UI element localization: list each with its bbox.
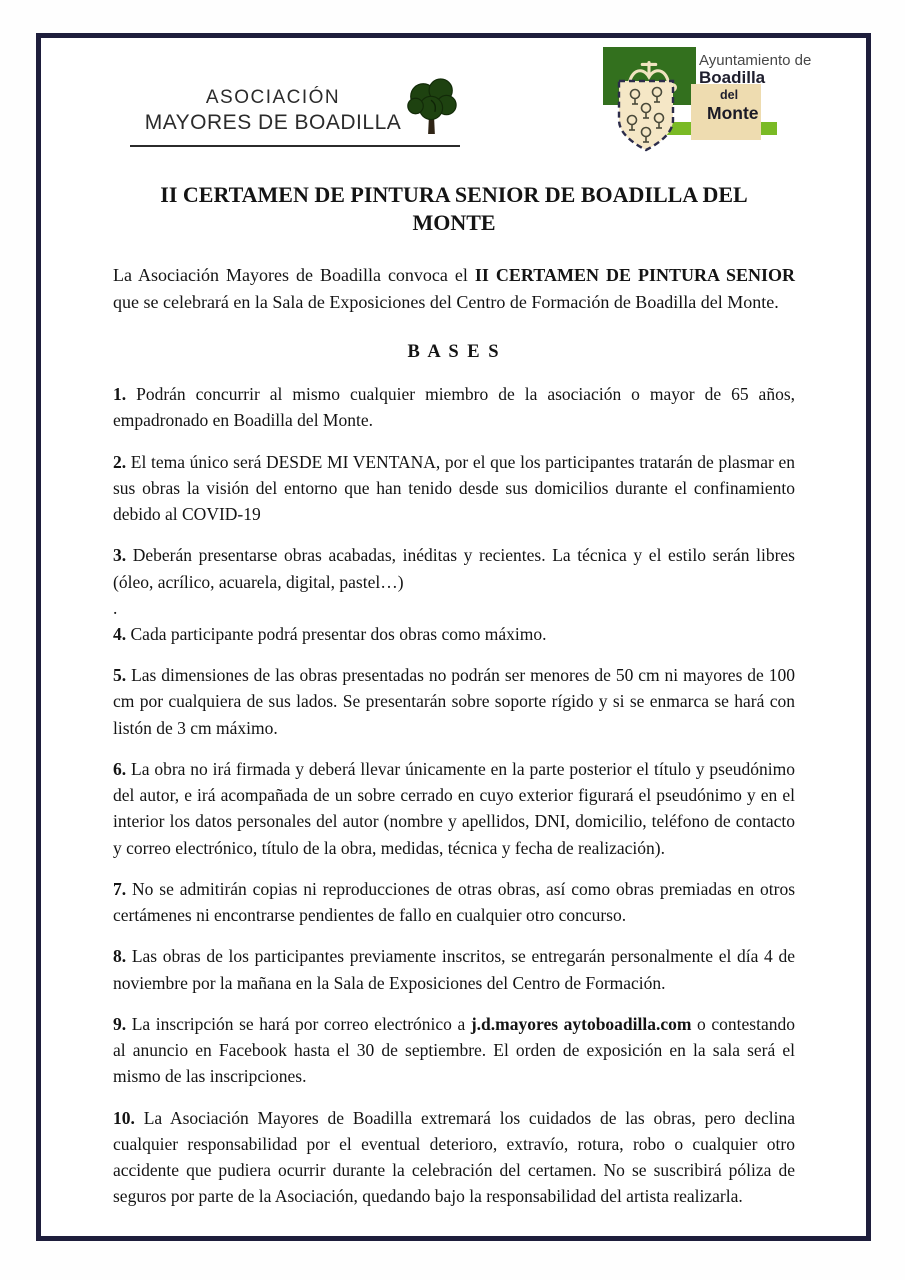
intro-text-bold: II CERTAMEN DE PINTURA SENIOR: [474, 265, 795, 285]
council-logo-line2: Boadilla: [699, 68, 766, 87]
association-logo-underline: [130, 145, 460, 147]
bases-item-6: 6. La obra no irá firmada y deberá llevar únicamente en la parte posterior el título y pseudónimo del autor, e irá acompañada de un sobre cerrado en cuyo exterior figurará el pseudónimo y en el interior los datos personales del autor (nombre y apellidos, DNI, domicilio, teléfono de contacto y correo electrónico, título de la obra, medidas, técnica y fecha de realización).: [113, 758, 795, 858]
bases-item-2: 2. El tema único será DESDE MI VENTANA, por el que los participantes tratarán de plasmar en sus obras la visión del entorno que han tenido desde sus domicilios durante el confinamiento debido al COVID-19: [113, 451, 796, 524]
bases-item-4: 4. Cada participante podrá presentar dos obras como máximo.: [113, 623, 547, 644]
bases-item-1: 1. Podrán concurrir al mismo cualquier miembro de la asociación o mayor de 65 años, empadronado en Boadilla del Monte.: [113, 384, 796, 431]
bases-item-number: 5.: [113, 665, 132, 685]
association-logo-line1: ASOCIACIÓN: [205, 87, 341, 108]
stray-period-line: .: [113, 597, 118, 618]
intro-text-post: que se celebrará en la Sala de Exposiciones del Centro de Formación de Boadilla del Monte.: [113, 292, 779, 312]
bases-item-number: 3.: [113, 545, 133, 566]
document-header: [113, 43, 812, 167]
bases-item-number: 6.: [113, 758, 131, 779]
council-logo-line3: del: [720, 88, 739, 102]
bases-item-8: 8. Las obras de los participantes previamente inscritos, se entregarán personalmente el día 4 de noviembre por la mañana en la Sala de Exposiciones del Centro de Formación.: [113, 946, 796, 993]
bases-item-number: 7.: [113, 878, 133, 899]
bases-heading: B A S E S: [407, 342, 501, 362]
tree-icon: [402, 73, 460, 139]
council-logo-line4: Monte: [707, 103, 759, 123]
bases-item-number: 1.: [113, 384, 137, 404]
council-logo-line1: Ayuntamiento de: [699, 52, 812, 69]
bases-item-number: 8.: [113, 946, 132, 967]
bases-item-7: 7. No se admitirán copias ni reproducciones de otras obras, así como obras premiadas en otros certámenes ni encontrarse pendientes de fallo en cualquier otro concurso.: [113, 878, 796, 925]
bases-item-9: 9. La inscripción se hará por correo electrónico a j.d.mayores aytoboadilla.com o contestando al anuncio en Facebook hasta el 30 de septiembre. El orden de exposición en la sala será el mismo de las inscripciones.: [113, 1013, 795, 1087]
bases-item-number: 2.: [113, 451, 131, 472]
bases-item-number: 9.: [113, 1013, 132, 1034]
document-page: [36, 33, 871, 1241]
council-logo: [603, 47, 812, 163]
bases-list: [113, 381, 795, 1210]
page-title: [113, 181, 795, 236]
page-title-line2: MONTE: [412, 209, 496, 235]
bases-item-3: 3. Deberán presentarse obras acabadas, inéditas y recientes. La técnica y el estilo serán libres (óleo, acrílico, acuarela, digital, pastel…): [113, 545, 795, 592]
bases-item-number: 10.: [113, 1107, 144, 1128]
association-logo-line2: MAYORES DE BOADILLA: [144, 110, 402, 134]
association-logo: [138, 87, 408, 136]
bases-item-number: 4.: [113, 623, 131, 644]
page-title-line1: II CERTAMEN DE PINTURA SENIOR DE BOADILLA DEL: [160, 182, 748, 207]
intro-paragraph: [113, 262, 795, 316]
bases-item-5: 5. Las dimensiones de las obras presentadas no podrán ser menores de 50 cm ni mayores de 100 cm por cualquiera de sus lados. Se presentarán sobre soporte rígido y si se enmarca se hará con listón de 3 cm máximo.: [113, 665, 795, 738]
shield-icon: [615, 77, 677, 155]
bases-item-10: 10. La Asociación Mayores de Boadilla extremará los cuidados de las obras, pero declina cualquier responsabilidad por el eventual deterioro, extravío, rotura, robo o cualquier otro accidente que pudiera ocurrir durante la celebración del certamen. No se suscribirá póliza de seguros por parte de la Asociación, quedando bajo la responsabilidad del artista realizarla.: [113, 1107, 796, 1207]
intro-text-pre: La Asociación Mayores de Boadilla convoca el: [113, 265, 475, 285]
